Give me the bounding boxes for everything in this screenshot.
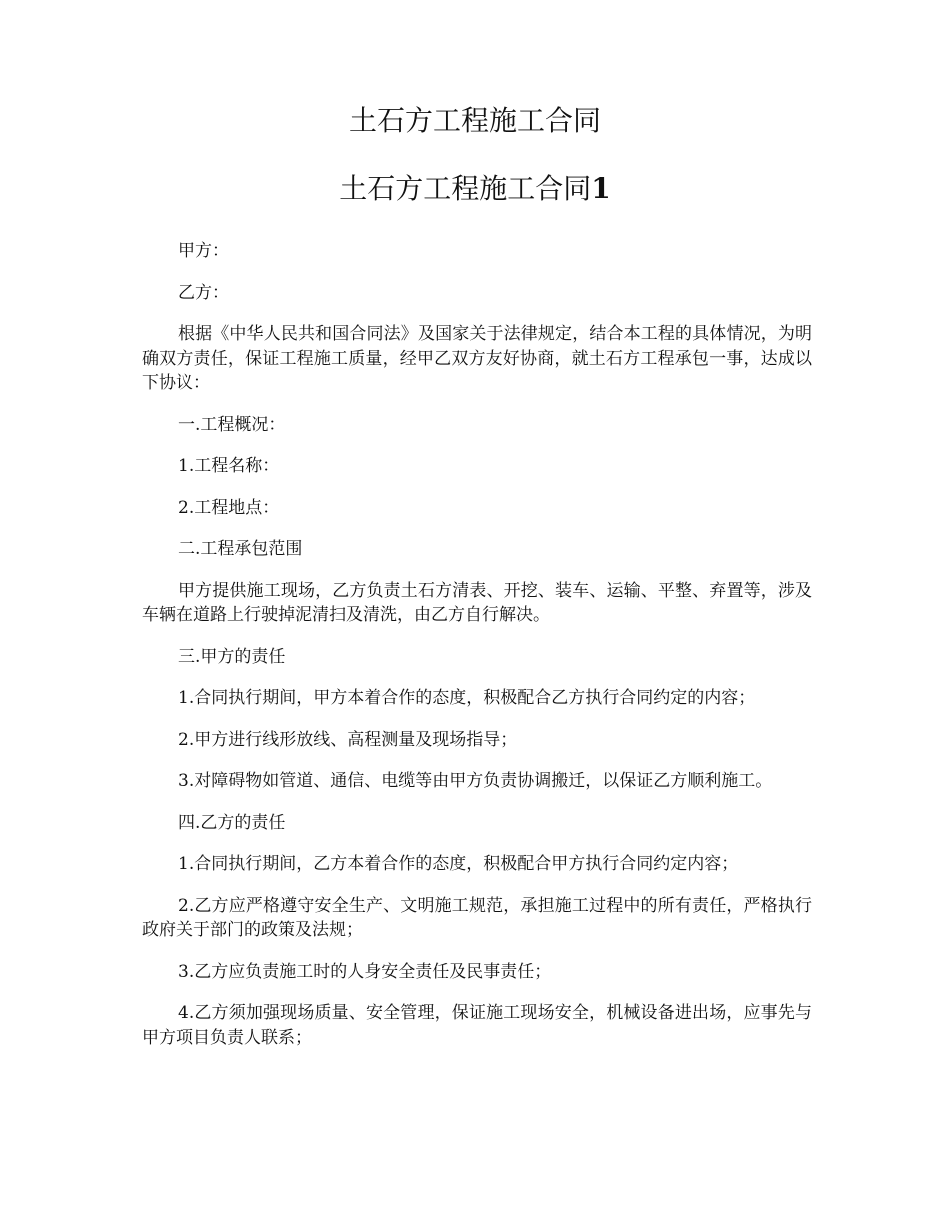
document-title: 土石方工程施工合同 [348,104,601,137]
party-b-line: 乙方： [178,282,229,303]
document-body [142,239,812,1067]
preamble-paragraph: 根据《中华人民共和国合同法》及国家关于法律规定，结合本工程的具体情况，为明确双方责任，保证工程施工质量，经甲乙双方友好协商，就土石方工程承包一事，达成以下协议： [142,324,812,393]
party-b-duty-3: 3.乙方应负责施工时的人身安全责任及民事责任； [178,961,552,982]
party-a-line: 甲方： [178,241,229,261]
document-subtitle [0,172,950,206]
section-heading-party-a-duties: 三.甲方的责任 [178,646,286,667]
document-subtitle-text: 土石方工程施工合同 [339,172,592,205]
party-b-duty-4: 4.乙方须加强现场质量、安全管理，保证施工现场安全，机械设备进出场，应事先与甲方项目负责人联系； [142,1003,812,1048]
scope-paragraph: 甲方提供施工现场，乙方负责土石方清表、开挖、装车、运输、平整、弃置等，涉及车辆在道路上行驶掉泥清扫及清洗，由乙方自行解决。 [142,580,812,625]
document-subtitle-number: 1 [591,172,611,205]
party-b-duty-1: 1.合同执行期间，乙方本着合作的态度，积极配合甲方执行合同约定内容； [178,854,739,874]
party-a-duty-2: 2.甲方进行线形放线、高程测量及现场指导； [178,729,518,750]
section-heading-scope: 二.工程承包范围 [178,539,303,559]
project-location-line: 2.工程地点： [178,497,280,518]
project-name-line: 1.工程名称： [178,456,280,476]
party-a-duty-3: 3.对障碍物如管道、通信、电缆等由甲方负责协调搬迁，以保证乙方顺利施工。 [178,771,773,791]
party-a-duty-1: 1.合同执行期间，甲方本着合作的态度，积极配合乙方执行合同约定的内容； [178,688,756,708]
party-b-duty-2: 2.乙方应严格遵守安全生产、文明施工规范，承担施工过程中的所有责任，严格执行政府关于部门的政策及法规； [142,895,812,940]
section-heading-overview: 一.工程概况： [178,414,286,435]
section-heading-party-b-duties: 四.乙方的责任 [178,812,286,833]
